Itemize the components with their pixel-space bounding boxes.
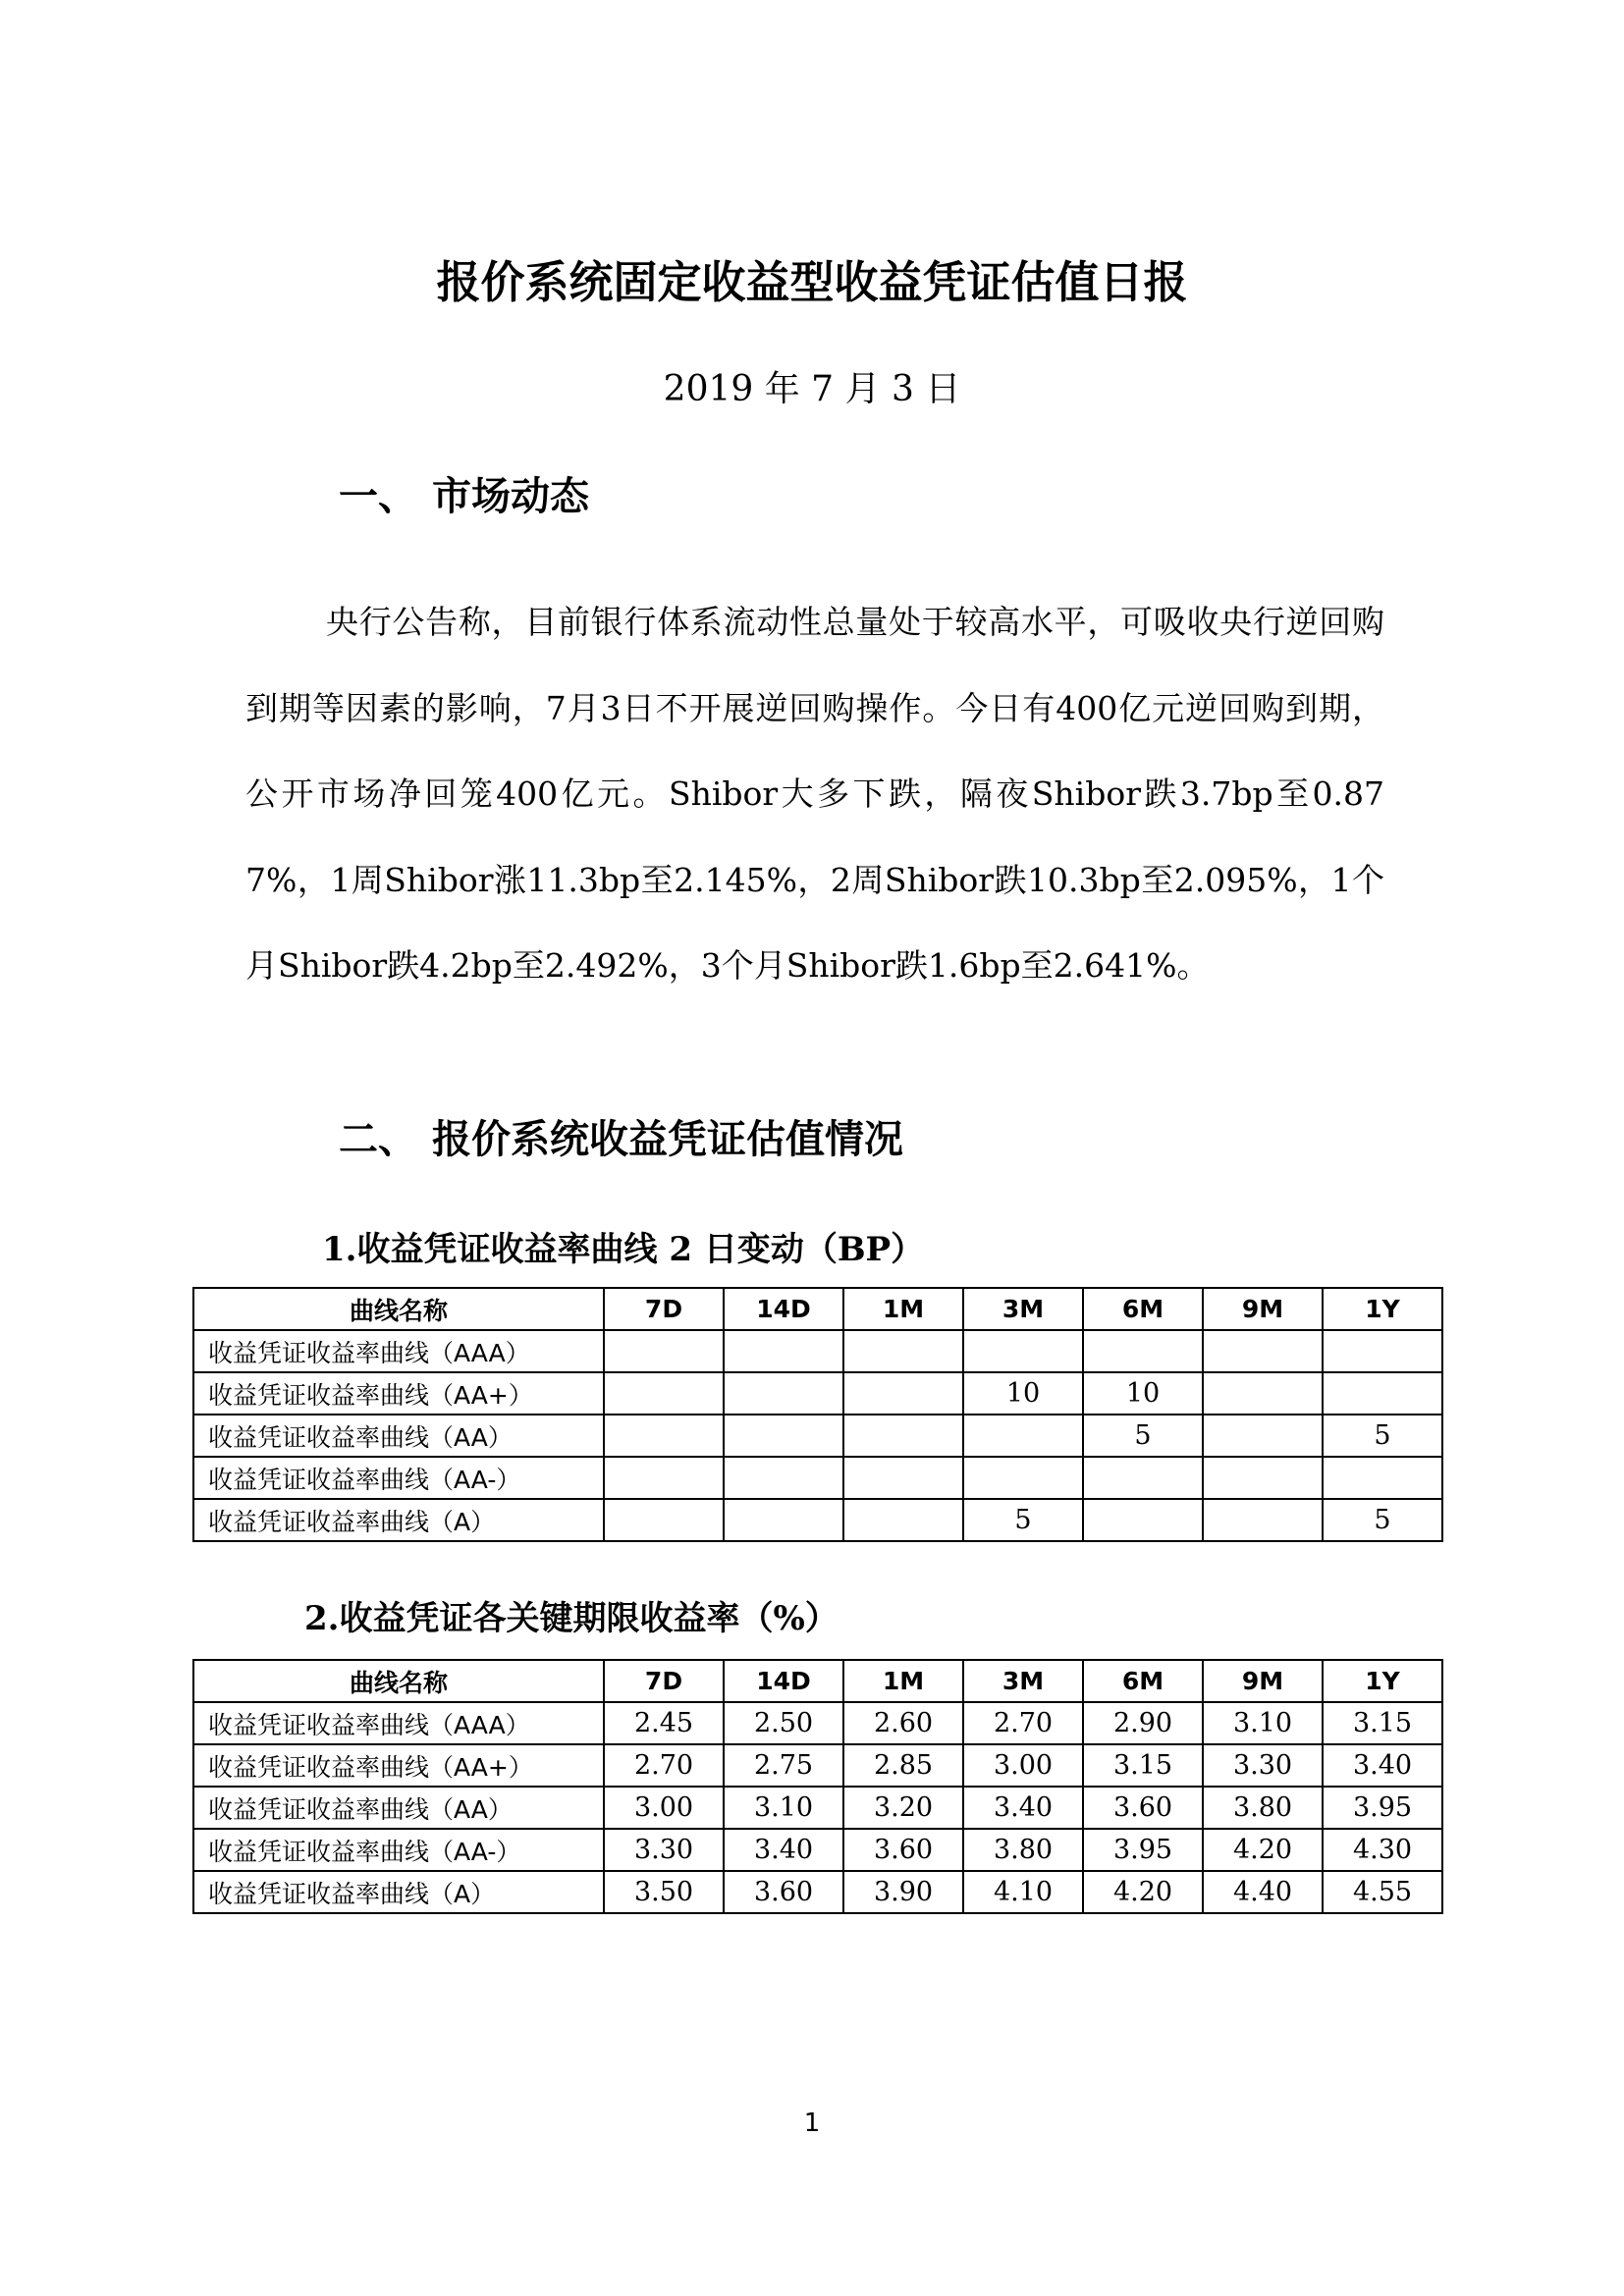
table-cell <box>1203 1499 1323 1541</box>
table-cell <box>1083 1499 1203 1541</box>
table-cell <box>724 1499 843 1541</box>
curve-name: 收益凭证收益率曲线（AAA） <box>193 1330 604 1372</box>
table-cell <box>963 1330 1083 1372</box>
section-number: 二、 <box>339 1117 417 1162</box>
curve-name: 收益凭证收益率曲线（AA+） <box>193 1372 604 1415</box>
table-cell: 2.60 <box>843 1702 963 1744</box>
table-cell: 4.10 <box>963 1871 1083 1913</box>
table-cell: 3.15 <box>1083 1744 1203 1787</box>
table-cell: 2.45 <box>604 1702 724 1744</box>
table-row <box>193 1457 1442 1499</box>
table-cell <box>724 1415 843 1457</box>
table-cell: 10 <box>963 1372 1083 1415</box>
table-cell: 3.40 <box>724 1829 843 1871</box>
table-cell: 3.40 <box>963 1787 1083 1829</box>
column-header: 9M <box>1203 1660 1323 1702</box>
curve-name: 收益凭证收益率曲线（AA+） <box>193 1744 604 1787</box>
table-cell <box>843 1499 963 1541</box>
table-row <box>193 1330 1442 1372</box>
report-date: 2019 年 7 月 3 日 <box>663 369 961 409</box>
table-row <box>193 1787 1442 1829</box>
table-cell <box>1083 1330 1203 1372</box>
curve-name: 收益凭证收益率曲线（A） <box>193 1871 604 1913</box>
column-header: 曲线名称 <box>193 1660 604 1702</box>
table-cell: 3.60 <box>724 1871 843 1913</box>
curve-name: 收益凭证收益率曲线（AA） <box>193 1787 604 1829</box>
table-row <box>193 1702 1442 1744</box>
table-cell: 3.95 <box>1323 1787 1442 1829</box>
table-cell: 3.60 <box>843 1829 963 1871</box>
section-title: 报价系统收益凭证估值情况 <box>432 1117 903 1162</box>
section-heading-valuation <box>339 1112 903 1167</box>
table-cell: 4.20 <box>1203 1829 1323 1871</box>
column-header: 曲线名称 <box>193 1288 604 1330</box>
column-header: 1Y <box>1323 1288 1442 1330</box>
document-title: 报价系统固定收益型收益凭证估值日报 <box>436 256 1188 308</box>
table-cell <box>843 1457 963 1499</box>
column-header: 3M <box>963 1288 1083 1330</box>
curve-name: 收益凭证收益率曲线（AAA） <box>193 1702 604 1744</box>
table-cell <box>1323 1372 1442 1415</box>
table-cell: 3.80 <box>963 1829 1083 1871</box>
table-cell: 3.40 <box>1323 1744 1442 1787</box>
table-cell: 10 <box>1083 1372 1203 1415</box>
table-row <box>193 1871 1442 1913</box>
table-cell: 4.20 <box>1083 1871 1203 1913</box>
column-header: 6M <box>1083 1288 1203 1330</box>
table-cell: 2.70 <box>604 1744 724 1787</box>
table-cell <box>604 1457 724 1499</box>
table2-caption: 2.收益凭证各关键期限收益率（%） <box>304 1599 839 1638</box>
table-row <box>193 1829 1442 1871</box>
table-cell: 3.10 <box>1203 1702 1323 1744</box>
column-header: 14D <box>724 1660 843 1702</box>
table-cell <box>843 1415 963 1457</box>
table-cell: 2.70 <box>963 1702 1083 1744</box>
column-header: 3M <box>963 1660 1083 1702</box>
column-header: 9M <box>1203 1288 1323 1330</box>
key-tenor-yield-table <box>192 1659 1443 1914</box>
column-header: 6M <box>1083 1660 1203 1702</box>
table-cell <box>1083 1457 1203 1499</box>
table-cell <box>1203 1330 1323 1372</box>
section-title: 市场动态 <box>432 474 589 519</box>
table-cell: 3.20 <box>843 1787 963 1829</box>
table-cell: 4.55 <box>1323 1871 1442 1913</box>
table-cell <box>1323 1330 1442 1372</box>
table-cell <box>963 1415 1083 1457</box>
table-cell: 3.30 <box>1203 1744 1323 1787</box>
table-cell: 2.90 <box>1083 1702 1203 1744</box>
table-cell <box>1203 1372 1323 1415</box>
table-cell: 4.40 <box>1203 1871 1323 1913</box>
table-cell <box>1323 1457 1442 1499</box>
table-cell <box>604 1415 724 1457</box>
table-cell: 3.90 <box>843 1871 963 1913</box>
table-cell: 3.30 <box>604 1829 724 1871</box>
table-cell <box>724 1330 843 1372</box>
table-cell <box>1203 1457 1323 1499</box>
table-row <box>193 1744 1442 1787</box>
table-cell <box>843 1330 963 1372</box>
column-header: 7D <box>604 1660 724 1702</box>
table-cell: 3.50 <box>604 1871 724 1913</box>
table-cell: 5 <box>1323 1499 1442 1541</box>
table-header-row <box>193 1660 1442 1702</box>
curve-name: 收益凭证收益率曲线（AA） <box>193 1415 604 1457</box>
curve-name: 收益凭证收益率曲线（AA-） <box>193 1457 604 1499</box>
curve-name: 收益凭证收益率曲线（AA-） <box>193 1829 604 1871</box>
table-cell: 2.85 <box>843 1744 963 1787</box>
table-cell <box>604 1499 724 1541</box>
table-cell: 2.75 <box>724 1744 843 1787</box>
section-heading-market <box>339 469 589 524</box>
table-cell: 3.10 <box>724 1787 843 1829</box>
table-cell: 5 <box>963 1499 1083 1541</box>
column-header: 1M <box>843 1660 963 1702</box>
table-cell: 2.50 <box>724 1702 843 1744</box>
table-header-row <box>193 1288 1442 1330</box>
table1-caption: 1.收益凭证收益率曲线 2 日变动（BP） <box>322 1230 925 1269</box>
table-cell: 3.60 <box>1083 1787 1203 1829</box>
table-cell <box>963 1457 1083 1499</box>
table-row <box>193 1415 1442 1457</box>
table-cell: 3.80 <box>1203 1787 1323 1829</box>
market-paragraph: 央行公告称，目前银行体系流动性总量处于较高水平，可吸收央行逆回购到期等因素的影响，7月3日不开展逆回购操作。今日有400亿元逆回购到期，公开市场净回笼400亿元。Shibor大多下跌，隔夜Shibor跌3.7bp至0.877%，1周Shibor涨11.3bp至2.145%，2周Shibor跌10.3bp至2.095%，1个月Shibor跌4.2bp至2.492%，3个月Shibor跌1.6bp至2.641%。 <box>245 603 1384 985</box>
section-number: 一、 <box>339 474 417 519</box>
table-cell: 3.00 <box>963 1744 1083 1787</box>
curve-name: 收益凭证收益率曲线（A） <box>193 1499 604 1541</box>
column-header: 7D <box>604 1288 724 1330</box>
table-cell: 3.95 <box>1083 1829 1203 1871</box>
table-cell <box>724 1457 843 1499</box>
table-cell <box>604 1372 724 1415</box>
table-cell <box>724 1372 843 1415</box>
table-cell: 5 <box>1083 1415 1203 1457</box>
table-cell: 4.30 <box>1323 1829 1442 1871</box>
table-cell <box>1203 1415 1323 1457</box>
table-cell: 3.15 <box>1323 1702 1442 1744</box>
page-number: 1 <box>803 2109 821 2138</box>
column-header: 1Y <box>1323 1660 1442 1702</box>
yield-change-table <box>192 1287 1443 1542</box>
table-row <box>193 1499 1442 1541</box>
table-cell <box>843 1372 963 1415</box>
table-row <box>193 1372 1442 1415</box>
column-header: 14D <box>724 1288 843 1330</box>
table-cell: 3.00 <box>604 1787 724 1829</box>
table-cell <box>604 1330 724 1372</box>
column-header: 1M <box>843 1288 963 1330</box>
table-cell: 5 <box>1323 1415 1442 1457</box>
